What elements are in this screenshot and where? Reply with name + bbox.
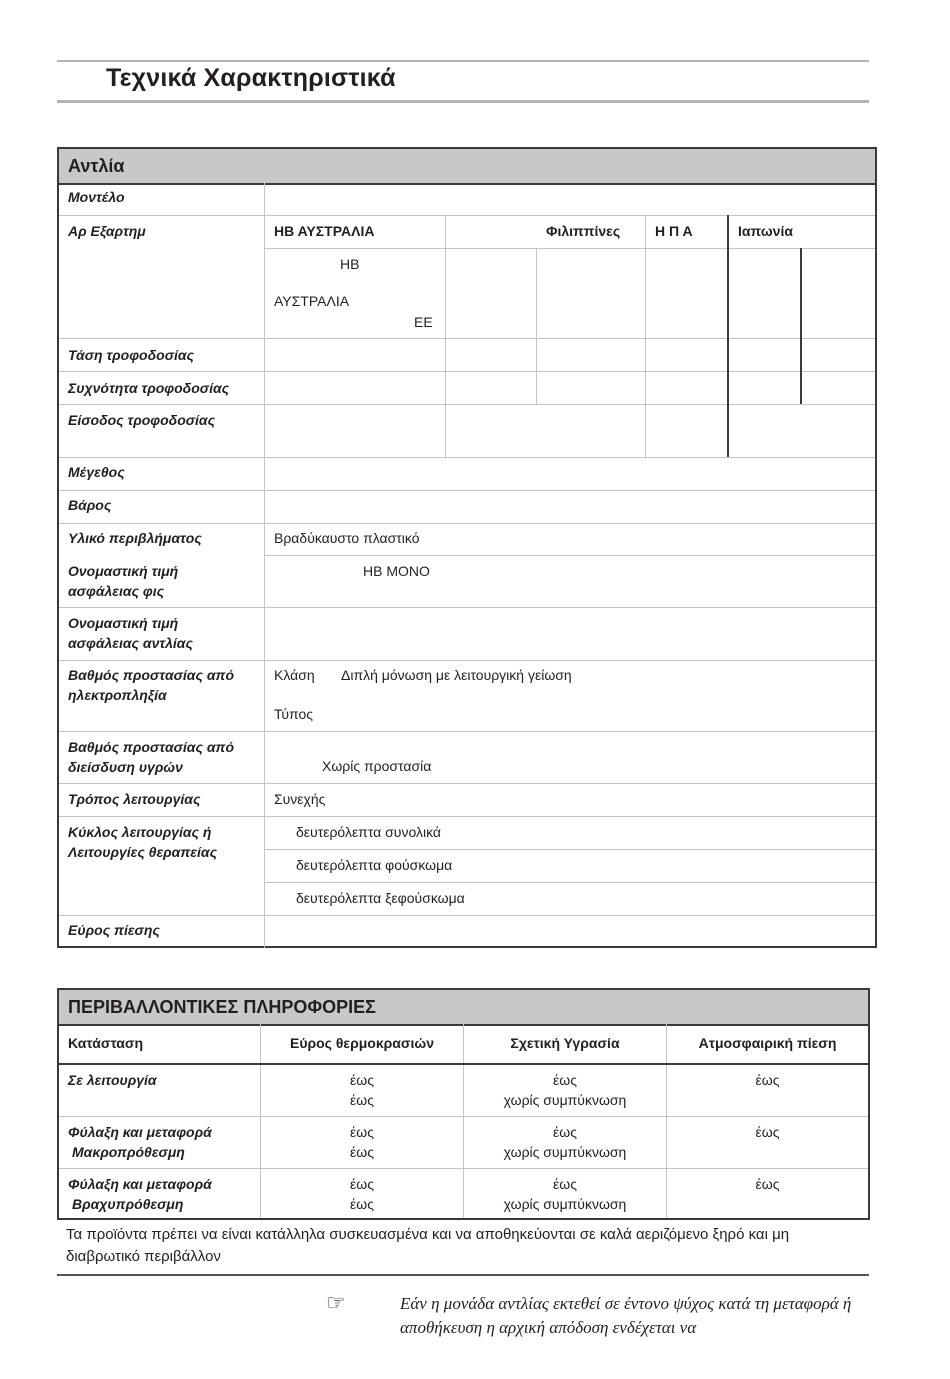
label-pump-fuse: Ονομαστική τιμή ασφάλειας αντλίας bbox=[68, 615, 193, 651]
env-humidity-range: έως bbox=[553, 1176, 577, 1192]
region-column-divider bbox=[800, 248, 802, 404]
env-pressure-range: έως bbox=[755, 1124, 780, 1140]
ingress-value: Χωρίς προστασία bbox=[322, 758, 432, 774]
row-divider bbox=[59, 915, 875, 916]
label-part-no: Αρ Εξαρτημ bbox=[68, 223, 146, 239]
sub-region-eu: ΕΕ bbox=[414, 314, 433, 330]
env-temp-range: έως bbox=[350, 1144, 374, 1160]
pump-section-heading: Αντλία bbox=[59, 149, 875, 185]
label-pressure-range: Εύρος πίεσης bbox=[68, 922, 160, 938]
row-divider bbox=[59, 215, 875, 216]
row-divider bbox=[264, 882, 875, 883]
region-column-divider bbox=[536, 248, 537, 404]
class-value: Διπλή μόνωση με λειτουργική γείωση bbox=[341, 667, 572, 683]
row-divider bbox=[59, 660, 875, 661]
note-divider bbox=[57, 1274, 869, 1276]
label-plug-fuse: Ονομαστική τιμή ασφάλειας φις bbox=[68, 563, 179, 599]
region-japan: Ιαπωνία bbox=[738, 223, 793, 239]
row-divider bbox=[59, 457, 875, 458]
pointing-hand-icon: ☞ bbox=[326, 1290, 346, 1315]
row-divider bbox=[264, 555, 875, 556]
env-row-condition: Φύλαξη και μεταφορά bbox=[68, 1124, 212, 1140]
env-humidity-note: χωρίς συμπύκνωση bbox=[503, 1196, 627, 1212]
env-row-divider bbox=[59, 1168, 868, 1169]
label-frequency: Συχνότητα τροφοδοσίας bbox=[68, 380, 230, 396]
env-temp-range: έως bbox=[350, 1124, 374, 1140]
sub-region-uk: ΗΒ bbox=[340, 256, 360, 272]
row-divider bbox=[264, 248, 875, 249]
region-uk-australia: ΗΒ ΑΥΣΤΡΑΛΙΑ bbox=[274, 223, 375, 239]
row-divider bbox=[59, 338, 875, 339]
row-divider bbox=[59, 404, 875, 405]
row-divider bbox=[59, 523, 875, 524]
row-divider bbox=[264, 849, 875, 850]
cycle-inflate: δευτερόλεπτα φούσκωμα bbox=[296, 857, 453, 873]
mode-value: Συνεχής bbox=[274, 791, 326, 807]
env-temp-range: έως bbox=[350, 1072, 374, 1088]
env-section-heading: ΠΕΡΙΒΑΛΛΟΝΤΙΚΕΣ ΠΛΗΡΟΦΟΡΙΕΣ bbox=[59, 990, 868, 1026]
label-shock-protection: Βαθμός προστασίας από ηλεκτροπληξία bbox=[68, 667, 235, 703]
label-cycle: Κύκλος λειτουργίας ή Λειτουργίες θεραπείας bbox=[68, 824, 218, 860]
env-row-condition-detail: Βραχυπρόθεσμη bbox=[72, 1196, 184, 1212]
row-divider bbox=[59, 371, 875, 372]
pump-specs-table bbox=[57, 147, 877, 948]
label-column-divider bbox=[264, 183, 265, 948]
env-temp-range: έως bbox=[350, 1176, 374, 1192]
label-mode: Τρόπος λειτουργίας bbox=[68, 791, 201, 807]
env-row-condition: Φύλαξη και μεταφορά bbox=[68, 1176, 212, 1192]
label-input: Είσοδος τροφοδοσίας bbox=[68, 412, 216, 428]
type-label: Τύπος bbox=[274, 706, 313, 722]
label-size: Μέγεθος bbox=[68, 464, 125, 480]
label-voltage: Τάση τροφοδοσίας bbox=[68, 347, 195, 363]
env-col-pressure: Ατμοσφαιρική πίεση bbox=[698, 1035, 837, 1051]
env-row-divider bbox=[59, 1116, 868, 1117]
env-temp-range: έως bbox=[350, 1196, 374, 1212]
row-divider bbox=[59, 731, 875, 732]
env-col-humidity: Σχετική Υγρασία bbox=[510, 1035, 620, 1051]
region-column-divider bbox=[727, 215, 729, 457]
env-humidity-note: χωρίς συμπύκνωση bbox=[503, 1092, 627, 1108]
region-column-divider bbox=[445, 215, 446, 457]
title-bottom-rule bbox=[57, 100, 869, 103]
class-label: Κλάση bbox=[274, 667, 315, 683]
environmental-info-table bbox=[57, 988, 870, 1220]
sub-region-australia: ΑΥΣΤΡΑΛΙΑ bbox=[274, 293, 350, 309]
storage-note: Τα προϊόντα πρέπει να είναι κατάλληλα συσκευασμένα και να αποθηκεύονται σε καλά αεριζόμενο ξηρό και μη διαβρωτικό περιβάλλον bbox=[66, 1226, 790, 1265]
env-col-condition: Κατάσταση bbox=[68, 1035, 144, 1051]
region-column-divider bbox=[645, 215, 646, 457]
env-header-divider bbox=[59, 1063, 868, 1065]
row-divider bbox=[59, 607, 875, 608]
housing-value: Βραδύκαυστο πλαστικό bbox=[274, 530, 420, 546]
plug-fuse-value: ΗΒ ΜΟΝΟ bbox=[363, 563, 430, 579]
region-usa: Η Π Α bbox=[655, 223, 693, 239]
env-humidity-range: έως bbox=[553, 1072, 577, 1088]
env-pressure-range: έως bbox=[755, 1176, 780, 1192]
env-col-temperature: Εύρος θερμοκρασιών bbox=[289, 1035, 434, 1051]
env-humidity-range: έως bbox=[553, 1124, 577, 1140]
cold-exposure-warning: Εάν η μονάδα αντλίας εκτεθεί σε έντονο ψύχος κατά τη μεταφορά ή αποθήκευση η αρχική απόδοση ενδέχεται να bbox=[400, 1294, 852, 1337]
env-humidity-note: χωρίς συμπύκνωση bbox=[503, 1144, 627, 1160]
env-row-condition-detail: Μακροπρόθεσμη bbox=[72, 1144, 185, 1160]
label-weight: Βάρος bbox=[68, 497, 112, 513]
env-temp-range: έως bbox=[350, 1092, 374, 1108]
env-pressure-range: έως bbox=[755, 1072, 780, 1088]
row-divider bbox=[59, 816, 875, 817]
title-top-rule bbox=[57, 60, 869, 62]
label-housing: Υλικό περιβλήματος bbox=[68, 530, 202, 546]
page-title: Τεχνικά Χαρακτηριστικά bbox=[106, 64, 396, 92]
cycle-total: δευτερόλεπτα συνολικά bbox=[296, 824, 442, 840]
label-model: Μοντέλο bbox=[68, 189, 125, 205]
env-row-condition: Σε λειτουργία bbox=[68, 1072, 157, 1088]
row-divider bbox=[59, 783, 875, 784]
region-philippines: Φιλιππίνες bbox=[546, 223, 621, 239]
cycle-deflate: δευτερόλεπτα ξεφούσκωμα bbox=[296, 890, 465, 906]
label-ingress-protection: Βαθμός προστασίας από διείσδυση υγρών bbox=[68, 739, 235, 775]
row-divider bbox=[59, 490, 875, 491]
